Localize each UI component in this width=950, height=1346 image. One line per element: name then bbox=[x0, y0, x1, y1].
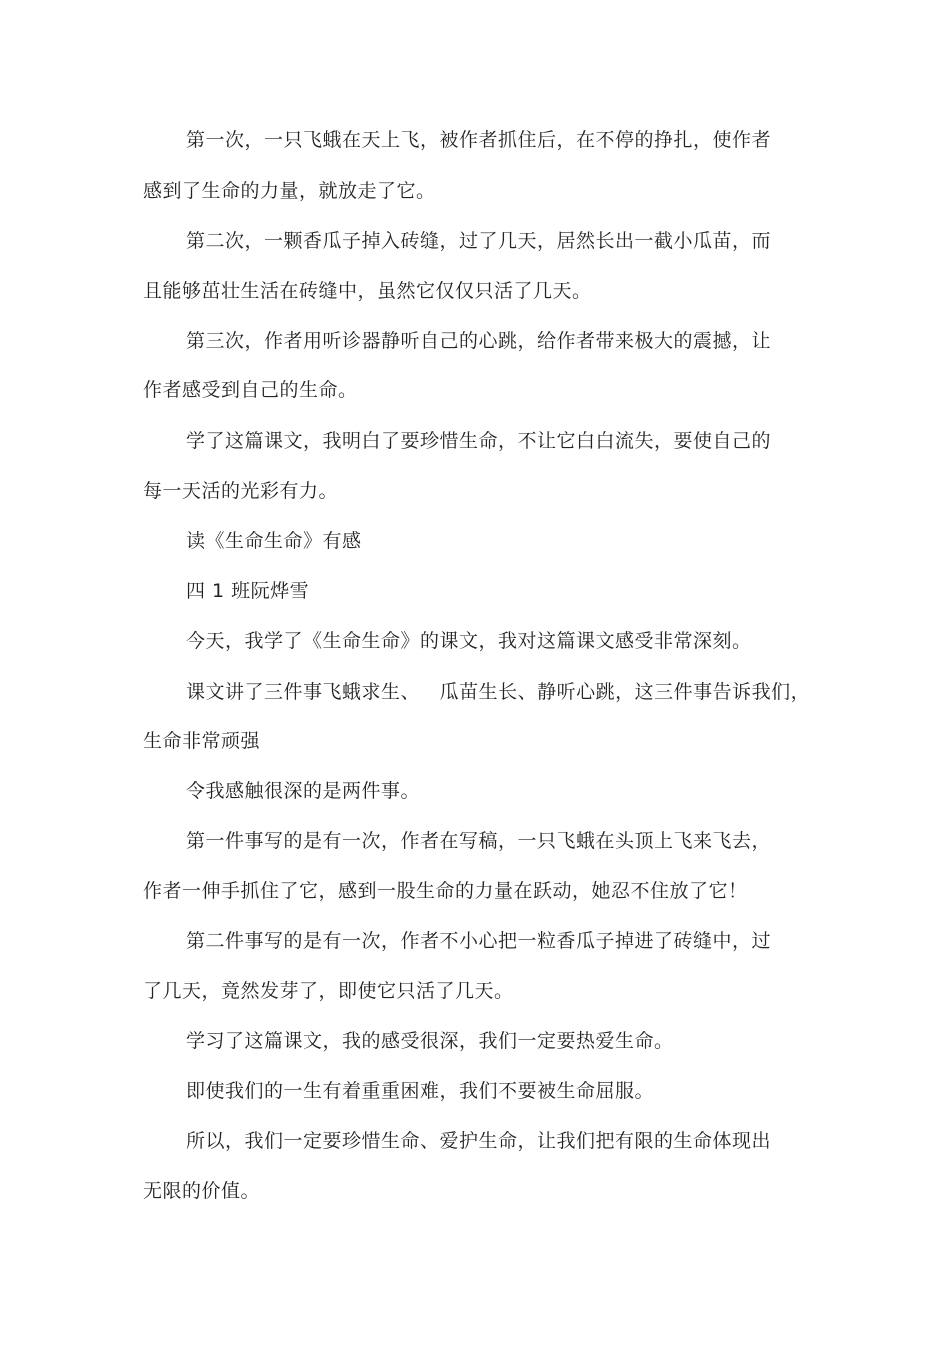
paragraph-line: 所以，我们一定要珍惜生命、爱护生命，让我们把有限的生命体现出 bbox=[186, 1130, 772, 1152]
paragraph-line: 无限的价值。 bbox=[143, 1180, 261, 1202]
paragraph-line: 今天，我学了《生命生命》的课文，我对这篇课文感受非常深刻。 bbox=[186, 630, 752, 652]
paragraph-line: 第三次，作者用听诊器静听自己的心跳，给作者带来极大的震撼，让 bbox=[186, 330, 772, 352]
paragraph-line: 每一天活的光彩有力。 bbox=[143, 480, 339, 502]
paragraph-line: 第二次，一颗香瓜子掉入砖缝，过了几天，居然长出一截小瓜苗，而 bbox=[186, 230, 772, 252]
paragraph-line: 学习了这篇课文，我的感受很深，我们一定要热爱生命。 bbox=[186, 1030, 674, 1052]
paragraph-line: 学了这篇课文，我明白了要珍惜生命，不让它白白流失，要使自己的 bbox=[186, 430, 772, 452]
paragraph-line: 令我感触很深的是两件事。 bbox=[186, 780, 421, 802]
paragraph-line: 作者感受到自己的生命。 bbox=[143, 379, 358, 401]
paragraph-line: 了几天，竟然发芽了，即使它只活了几天。 bbox=[143, 980, 514, 1002]
paragraph-line: 作者一伸手抓住了它，感到一股生命的力量在跃动，她忍不住放了它！ bbox=[143, 880, 748, 902]
paragraph-line: 感到了生命的力量，就放走了它。 bbox=[143, 180, 436, 202]
paragraph-line: 且能够茁壮生活在砖缝中，虽然它仅仅只活了几天。 bbox=[143, 280, 592, 302]
author-line: 四 1 班阮烨雪 bbox=[186, 580, 310, 602]
paragraph-line: 第一次，一只飞蛾在天上飞，被作者抓住后，在不停的挣扎，使作者 bbox=[186, 129, 772, 151]
paragraph-line: 即使我们的一生有着重重困难，我们不要被生命屈服。 bbox=[186, 1080, 655, 1102]
paragraph-line: 第二件事写的是有一次，作者不小心把一粒香瓜子掉进了砖缝中，过 bbox=[186, 930, 772, 952]
paragraph-line: 第一件事写的是有一次，作者在写稿，一只飞蛾在头顶上飞来飞去， bbox=[186, 830, 772, 852]
paragraph-line: 课文讲了三件事飞蛾求生、 瓜苗生长、静听心跳，这三件事告诉我们， bbox=[186, 681, 811, 703]
essay-title: 读《生命生命》有感 bbox=[186, 530, 362, 552]
paragraph-line: 生命非常顽强 bbox=[143, 730, 261, 752]
